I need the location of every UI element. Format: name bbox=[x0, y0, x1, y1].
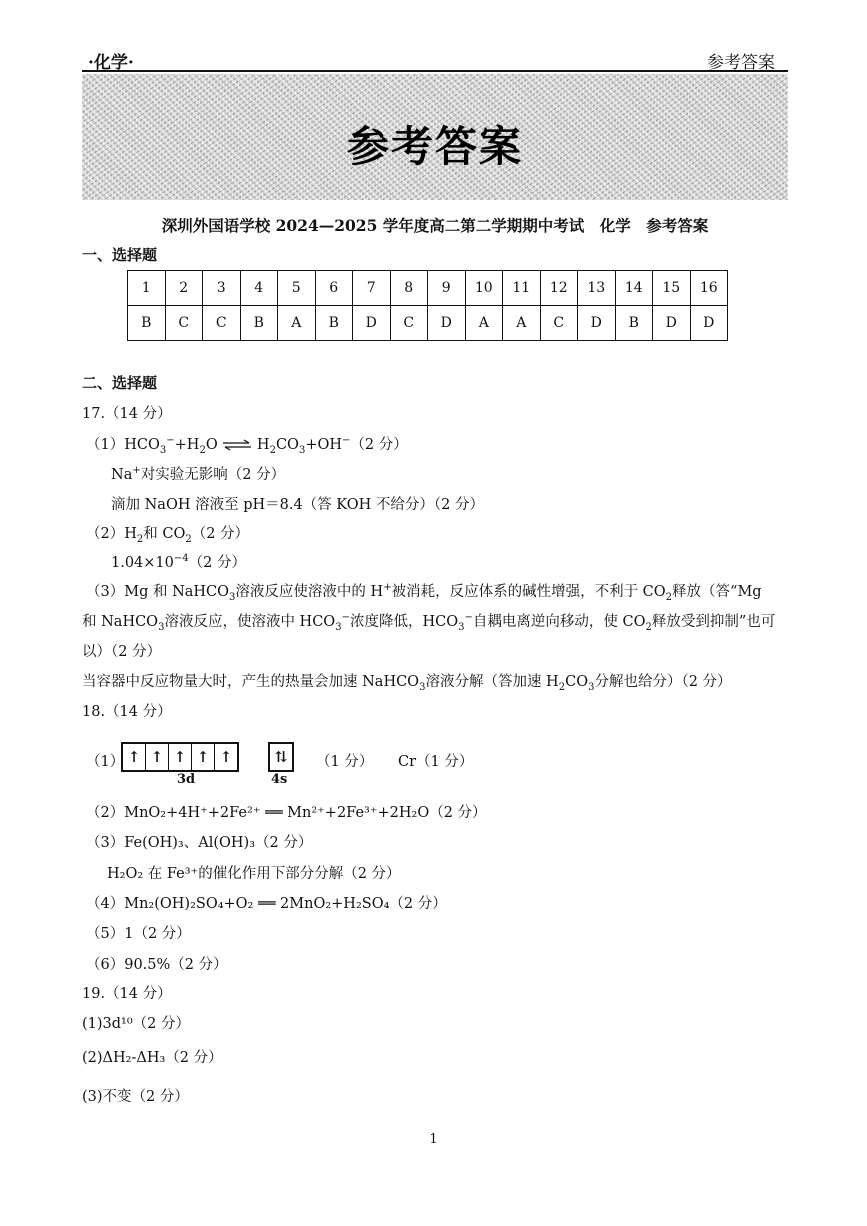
answer-cell: C bbox=[165, 306, 203, 341]
q17-part3-line1: （3）Mg 和 NaHCO$_3$溶液反应使溶液中的 H+被消耗，反应体系的碱性增强，不利于 $CO_2$释放（答“Mg bbox=[86, 582, 762, 603]
q19-part2: (2)ΔH₂-ΔH₃（2 分） bbox=[82, 1050, 223, 1066]
q18-heading: 18.（14 分） bbox=[82, 704, 172, 720]
up-arrow-icon: ↑ bbox=[123, 744, 146, 770]
q19-heading: 19.（14 分） bbox=[82, 986, 172, 1002]
q18-part6: （6）90.5%（2 分） bbox=[86, 957, 228, 973]
question-number: 9 bbox=[428, 271, 466, 306]
header-answer-label: 参考答案 bbox=[707, 53, 775, 73]
question-number: 3 bbox=[203, 271, 241, 306]
answer-cell: C bbox=[203, 306, 241, 341]
answer-cell: C bbox=[390, 306, 428, 341]
up-arrow-icon: ↑ bbox=[169, 744, 192, 770]
question-number: 16 bbox=[690, 271, 728, 306]
question-number: 7 bbox=[353, 271, 391, 306]
answer-cell: D bbox=[428, 306, 466, 341]
q17-part3-line3: 以）（2 分） bbox=[82, 644, 162, 660]
q17-part1-line2: Na+对实验无影响（2 分） bbox=[111, 465, 286, 483]
q18-part1-score: （1 分） bbox=[316, 754, 374, 770]
q19-part3: (3)不变（2 分） bbox=[82, 1089, 189, 1105]
q18-part4: （4）Mn₂(OH)₂SO₄+O₂ ══ 2MnO₂+H₂SO₄（2 分） bbox=[86, 896, 447, 912]
orbital-3d-label: 3d bbox=[177, 772, 196, 787]
header-divider bbox=[82, 70, 788, 72]
q18-part2: （2）MnO₂+4H⁺+2Fe²⁺ ══ Mn²⁺+2Fe³⁺+2H₂O（2 分） bbox=[86, 805, 487, 821]
q18-part5: （5）1（2 分） bbox=[86, 926, 191, 942]
answer-table-numbers-row bbox=[128, 271, 728, 306]
question-number: 5 bbox=[278, 271, 316, 306]
answer-table-answers-row bbox=[128, 306, 728, 341]
up-arrow-icon: ↑ bbox=[192, 744, 215, 770]
subject-label: ·化学· bbox=[88, 53, 134, 73]
question-number: 15 bbox=[653, 271, 691, 306]
answer-cell: D bbox=[653, 306, 691, 341]
question-number: 11 bbox=[503, 271, 541, 306]
q17-part1-equation: $(1)HCO_3^-+H_2O$ $H_2CO_3+OH^-(2$ 分） bbox=[86, 435, 408, 456]
q17-part3-line4: 当容器中反应物量大时，产生的热量会加速 NaHCO$_3$溶液分解（答加速 $H_2CO_3$分解也给分）（2 分） bbox=[82, 674, 732, 693]
q18-part1-label: （1） bbox=[86, 754, 125, 770]
paired-arrows-icon: ⇅ bbox=[274, 748, 288, 766]
answer-cell: D bbox=[578, 306, 616, 341]
banner-title: 参考答案 bbox=[346, 122, 523, 171]
answer-table bbox=[127, 270, 728, 341]
q17-part2: $(2)H_2$和 $CO_2(2$ 分） bbox=[86, 526, 250, 545]
question-number: 1 bbox=[128, 271, 166, 306]
orbital-4s-label: 4s bbox=[271, 772, 288, 787]
answer-cell: C bbox=[540, 306, 578, 341]
q17-part1-line3: 滴加 NaOH 溶液至 pH＝8.4（答 KOH 不给分）（2 分） bbox=[111, 497, 484, 513]
answer-cell: A bbox=[278, 306, 316, 341]
question-number: 2 bbox=[165, 271, 203, 306]
question-number: 4 bbox=[240, 271, 278, 306]
orbital-4s-box bbox=[268, 742, 294, 772]
q17-heading: 17.（14 分） bbox=[82, 406, 172, 422]
question-number: 14 bbox=[615, 271, 653, 306]
answer-cell: D bbox=[690, 306, 728, 341]
answer-cell: B bbox=[315, 306, 353, 341]
q17-part3-line2: 和 NaHCO$_3$溶液反应，使溶液中 $HCO_3^-$浓度降低，$HCO_3^-$自耦电离逆向移动，使 $CO_2$释放受到抑制”也可 bbox=[82, 612, 776, 633]
answer-cell: A bbox=[503, 306, 541, 341]
q18-part3: （3）Fe(OH)₃、Al(OH)₃（2 分） bbox=[86, 835, 313, 851]
up-arrow-icon: ↑ bbox=[219, 748, 233, 766]
q17-part2-line2: $1.04\times 10^{-4}(2$ 分） bbox=[111, 553, 246, 571]
question-number: 8 bbox=[390, 271, 428, 306]
question-number: 6 bbox=[315, 271, 353, 306]
answer-cell: B bbox=[615, 306, 653, 341]
document-title: 深圳外国语学校 2024—2025 学年度高二第二学期期中考试 化学 参考答案 bbox=[161, 216, 709, 235]
title-banner bbox=[82, 74, 788, 200]
answer-cell: B bbox=[128, 306, 166, 341]
question-number: 12 bbox=[540, 271, 578, 306]
q18-part1-element: Cr（1 分） bbox=[398, 754, 474, 770]
equilibrium-arrow-icon bbox=[222, 439, 252, 451]
question-number: 10 bbox=[465, 271, 503, 306]
question-number: 13 bbox=[578, 271, 616, 306]
answer-cell: A bbox=[465, 306, 503, 341]
section-heading-1: 一、选择题 bbox=[82, 246, 158, 264]
q18-part3-line2: H₂O₂ 在 Fe³⁺的催化作用下部分分解（2 分） bbox=[107, 866, 401, 882]
answer-cell: D bbox=[353, 306, 391, 341]
q19-part1: (1)3d¹⁰（2 分） bbox=[82, 1016, 191, 1032]
up-arrow-icon: ↑ bbox=[146, 744, 169, 770]
page-number: 1 bbox=[429, 1132, 438, 1147]
orbital-3d-boxes bbox=[121, 742, 239, 772]
answer-cell: B bbox=[240, 306, 278, 341]
section-heading-2: 二、选择题 bbox=[82, 374, 158, 392]
